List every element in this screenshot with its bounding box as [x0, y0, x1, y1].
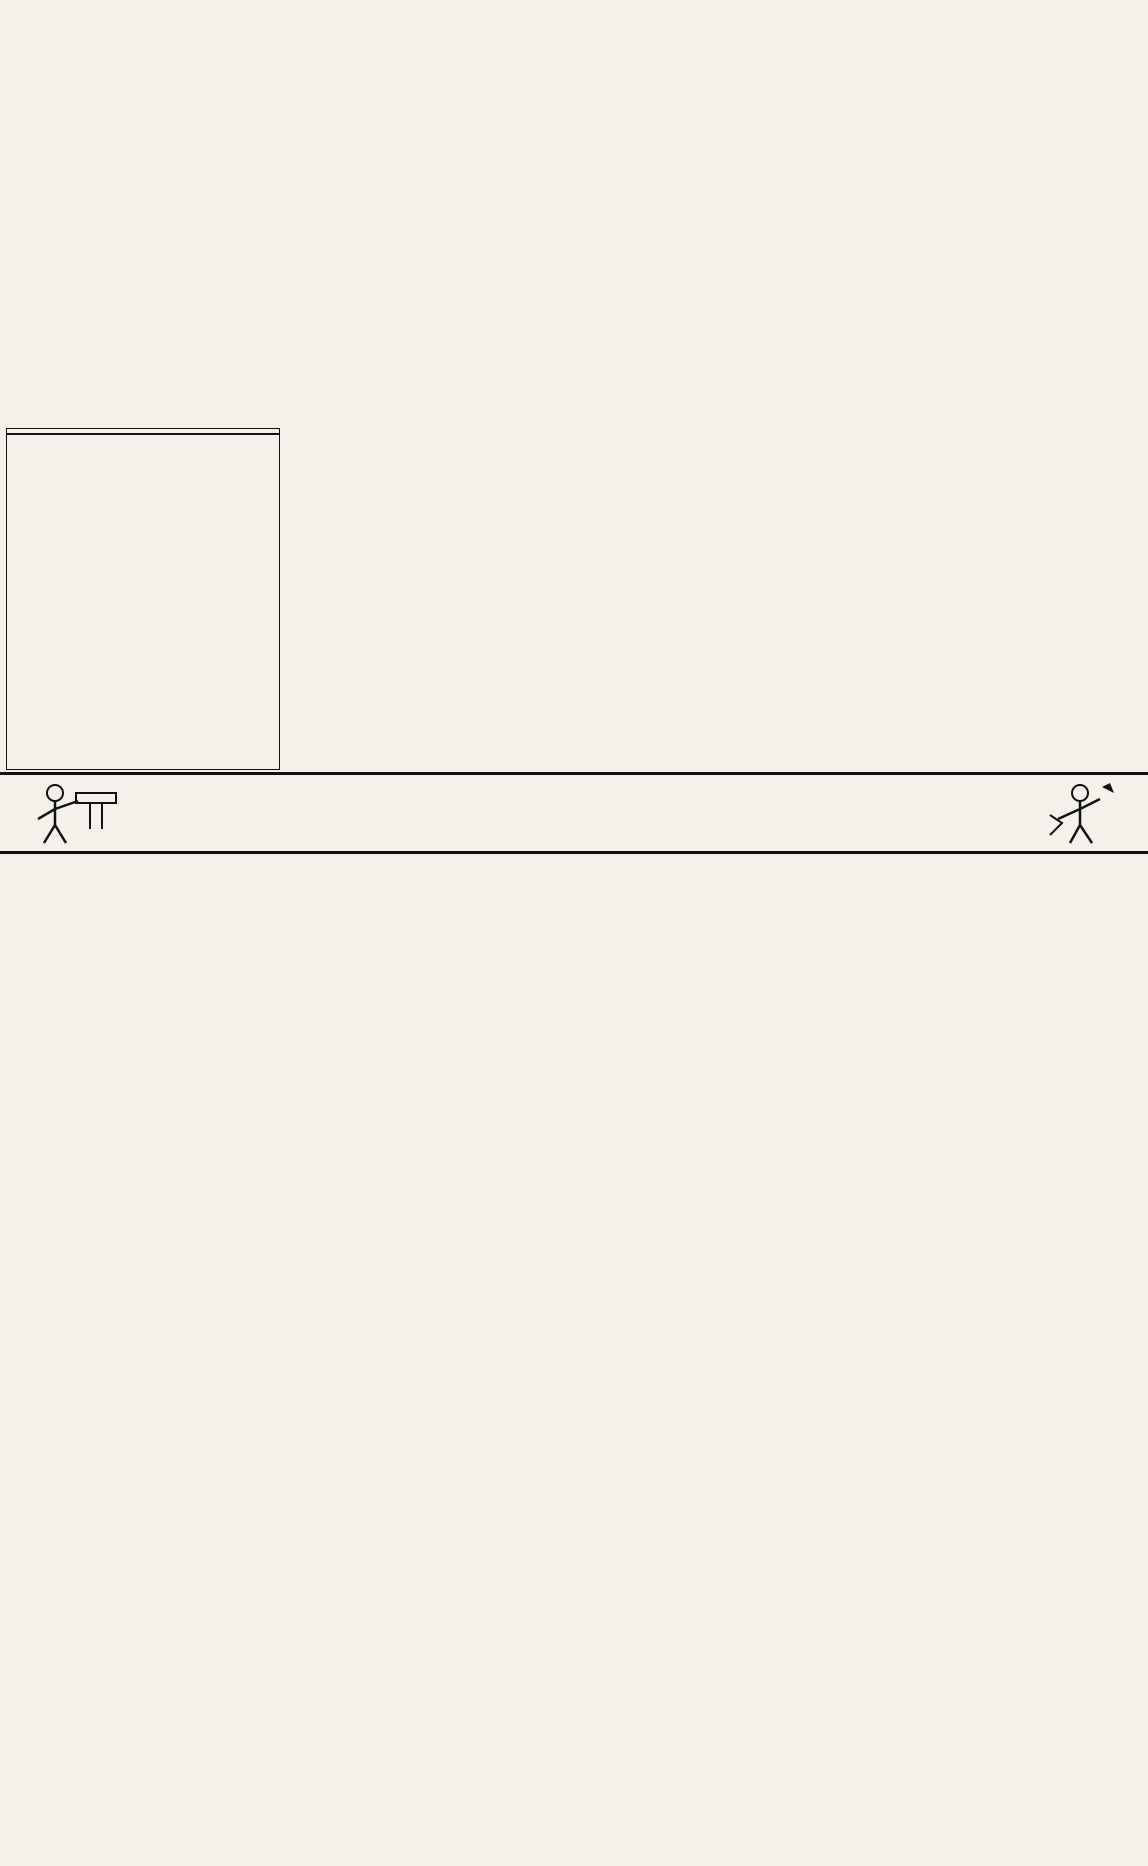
- workman-illustration-right: [1010, 779, 1120, 845]
- workman-illustration-left: [20, 779, 130, 845]
- service-guide-section: [6, 852, 1142, 1848]
- page-header: [0, 0, 1148, 20]
- executive-secretary-ad: [6, 428, 280, 770]
- exec-ad-category: [7, 429, 279, 435]
- home-service-guide-banner: [0, 772, 1148, 854]
